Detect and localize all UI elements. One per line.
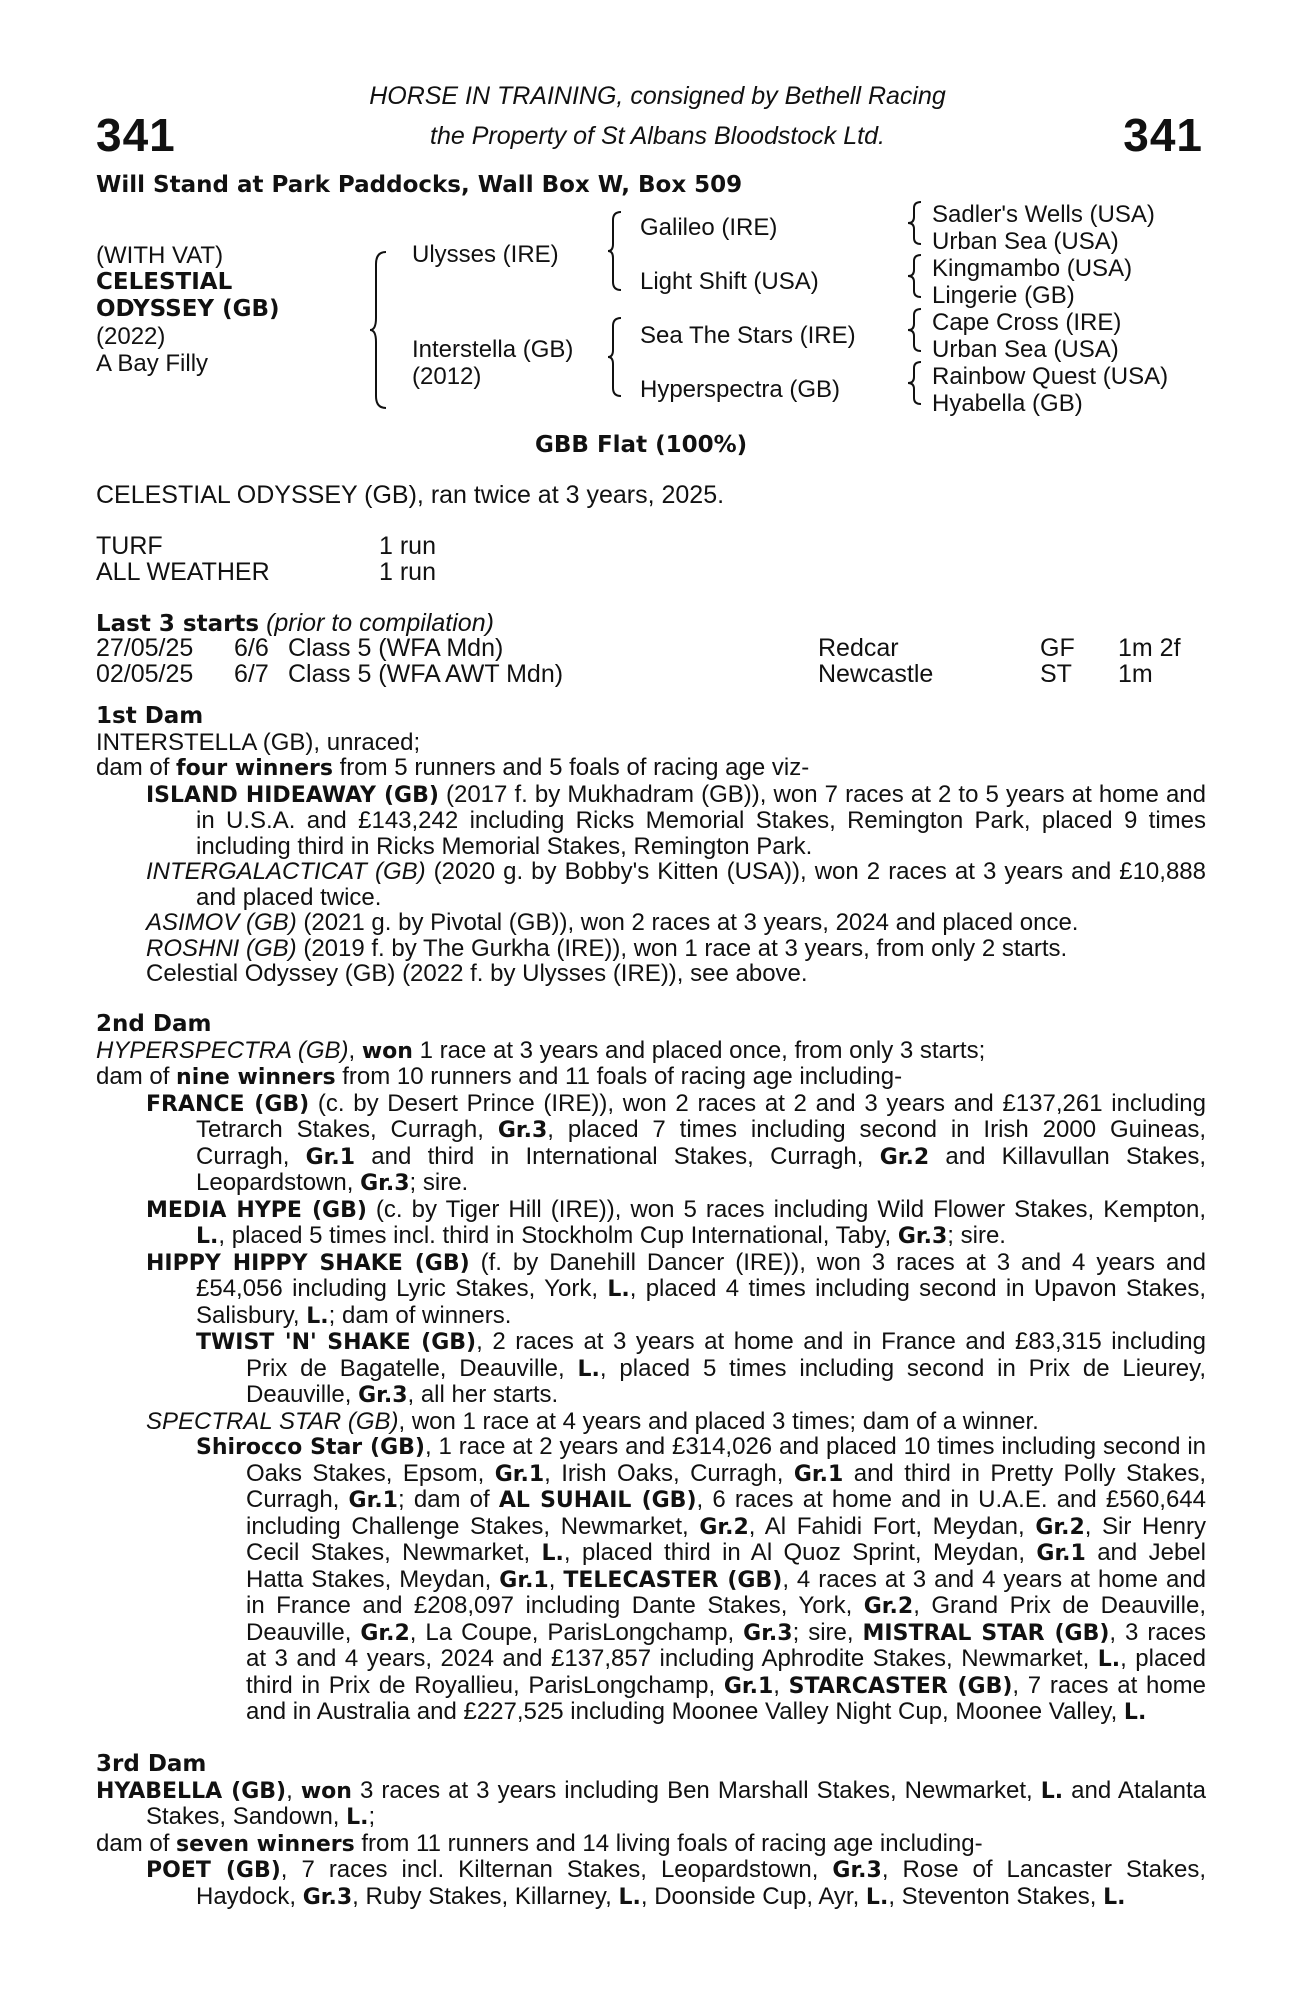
last-starts-title: Last 3 starts: [96, 611, 260, 637]
start-row-2-course: Newcastle: [818, 660, 934, 688]
second-dam-record: dam of nine winners from 10 runners and 11 foals of racing age including-: [96, 1063, 903, 1090]
start-row-2-race: Class 5 (WFA AWT Mdn): [288, 660, 564, 688]
start-row-1-pos: 6/6: [234, 634, 269, 662]
pedigree-brace-main: [368, 250, 390, 410]
third-dam-name: HYABELLA (GB), won 3 races at 3 years including Ben Marshall Stakes, Newmarket, L. and Atalanta Stakes, Sandown, L.;: [96, 1776, 1207, 1830]
horse-name-line1: CELESTIAL: [96, 269, 233, 295]
surface-turf-value: 1 run: [379, 532, 436, 560]
ddd-name: Hyabella (GB): [932, 390, 1083, 417]
pedigree-brace-dd: [906, 360, 924, 406]
horse-name-line2: ODYSSEY (GB): [96, 296, 280, 322]
produce-spectral-star: SPECTRAL STAR (GB), won 1 race at 4 years and placed 3 times; dam of a winner.: [146, 1407, 1039, 1435]
sire-dam: Light Shift (USA): [640, 268, 819, 295]
produce-intergalacticat: INTERGALACTICAT (GB) (2020 g. by Bobby's Kitten (USA)), won 2 races at 3 years and £10,888 and placed twice.: [146, 858, 1206, 911]
pedigree-brace-sd: [906, 253, 924, 299]
start-row-1-distance: 1m 2f: [1118, 634, 1181, 662]
start-row-2-date: 02/05/25: [96, 660, 194, 688]
third-dam-heading: 3rd Dam: [96, 1751, 207, 1777]
first-dam-heading: 1st Dam: [96, 703, 204, 729]
second-dam-section: [96, 1011, 1206, 1726]
horse-year: (2022): [96, 323, 166, 350]
start-row-1-race: Class 5 (WFA Mdn): [288, 634, 504, 662]
property-line: the Property of St Albans Bloodstock Ltd.: [430, 122, 885, 150]
sss-name: Sadler's Wells (USA): [932, 201, 1155, 228]
produce-poet: POET (GB), 7 races incl. Kilternan Stakes, Leopardstown, Gr.3, Rose of Lancaster Stakes, Haydock, Gr.3, Ruby Stakes, Killarney, L., Doonside Cup, Ayr, L., Steventon Stakes, L.: [146, 1856, 1206, 1910]
second-dam-name: HYPERSPECTRA (GB), won 1 race at 3 years and placed once, from only 3 starts;: [96, 1036, 986, 1064]
vat-note: (WITH VAT): [96, 242, 224, 269]
produce-roshni: ROSHNI (GB) (2019 f. by The Gurkha (IRE)), won 1 race at 3 years, from only 2 starts.: [146, 934, 1068, 962]
pedigree-brace-ss: [906, 200, 924, 246]
lot-number-right: 341: [1123, 109, 1203, 161]
second-dam-heading: 2nd Dam: [96, 1011, 212, 1037]
produce-shirocco-star: Shirocco Star (GB), 1 race at 2 years and £314,026 and placed 10 times including second in Oaks Stakes, Epsom, Gr.1, Irish Oaks, Curragh, Gr.1 and third in Pretty Polly Stakes, Curragh, Gr.1; dam of AL SUHAIL (GB), 6 races at home and in U.A.E. and £560,644 including Challenge Stakes, Newmarket, Gr.2, Al Fahidi Fort, Meydan, Gr.2, Sir Henry Cecil Stakes, Newmarket, L., placed third in Al Quoz Sprint, Meydan, Gr.1 and Jebel Hatta Stakes, Meydan, Gr.1, TELECASTER (GB), 4 races at 3 and 4 years at home and in France and £208,097 including Dante Stakes, York, Gr.2, Grand Prix de Deauville, Deauville, Gr.2, La Coupe, ParisLongchamp, Gr.3; sire, MISTRAL STAR (GB), 3 races at 3 and 4 years, 2024 and £137,857 including Aphrodite Stakes, Newmarket, L., placed third in Prix de Royallieu, ParisLongchamp, Gr.1, STARCASTER (GB), 7 races at home and in Australia and £227,525 including Moonee Valley Night Cup, Moonee Valley, L.: [196, 1433, 1207, 1725]
produce-france: FRANCE (GB) (c. by Desert Prince (IRE)), won 2 races at 2 and 3 years and £137,261 including Tetrarch Stakes, Curragh, Gr.3, placed 7 times including second in Irish 2000 Guineas, Curragh, Gr.1 and third in International Stakes, Curragh, Gr.2 and Killavullan Stakes, Leopardstown, Gr.3; sire.: [146, 1089, 1206, 1196]
pedigree-brace-ds: [906, 307, 924, 353]
produce-media-hype: MEDIA HYPE (GB) (c. by Tiger Hill (IRE)), won 5 races including Wild Flower Stakes, Kempton, L., placed 5 times incl. third in Stockholm Cup International, Taby, Gr.3; sire.: [146, 1195, 1206, 1249]
pedigree-brace-sire: [606, 210, 624, 292]
last-starts-note: (prior to compilation): [266, 609, 494, 637]
start-row-1-date: 27/05/25: [96, 634, 194, 662]
race-summary: CELESTIAL ODYSSEY (GB), ran twice at 3 years, 2025.: [96, 481, 725, 509]
consignor-line: HORSE IN TRAINING, consigned by Bethell Racing: [369, 82, 946, 110]
dam-sire: Sea The Stars (IRE): [640, 322, 856, 349]
surface-aw-label: ALL WEATHER: [96, 558, 270, 586]
third-dam-section: [96, 1751, 1206, 1910]
sdd-name: Lingerie (GB): [932, 282, 1075, 309]
first-dam-section: [96, 703, 1206, 987]
dam-name: Interstella (GB): [412, 336, 574, 363]
produce-celestial-odyssey: Celestial Odyssey (GB) (2022 f. by Ulysses (IRE)), see above.: [146, 960, 808, 987]
last-starts-heading: [96, 610, 494, 637]
sire-name: Ulysses (IRE): [412, 241, 559, 268]
first-dam-record: dam of four winners from 5 runners and 5 foals of racing age viz-: [96, 754, 810, 781]
sire-sire: Galileo (IRE): [640, 214, 778, 241]
start-row-2-going: ST: [1040, 660, 1072, 688]
surface-turf-label: TURF: [96, 532, 163, 560]
produce-island-hideaway: ISLAND HIDEAWAY (GB) (2017 f. by Mukhadram (GB)), won 7 races at 2 to 5 years at home and in U.S.A. and £143,242 including Ricks Memorial Stakes, Remington Park, placed 9 times including third in Ricks Memorial Stakes, Remington Park.: [146, 780, 1207, 860]
start-row-2-distance: 1m: [1118, 660, 1153, 688]
start-row-1-going: GF: [1040, 634, 1075, 662]
horse-description: A Bay Filly: [96, 350, 209, 377]
ssd-name: Urban Sea (USA): [932, 228, 1119, 255]
dds-name: Rainbow Quest (USA): [932, 363, 1169, 390]
dam-year: (2012): [412, 363, 482, 390]
dsd-name: Urban Sea (USA): [932, 336, 1119, 363]
third-dam-record: dam of seven winners from 11 runners and 14 living foals of racing age including-: [96, 1829, 983, 1857]
sds-name: Kingmambo (USA): [932, 255, 1133, 282]
dss-name: Cape Cross (IRE): [932, 309, 1122, 336]
produce-hippy-hippy-shake: HIPPY HIPPY SHAKE (GB) (f. by Danehill Dancer (IRE)), won 3 races at 3 and 4 years and £54,056 including Lyric Stakes, York, L., placed 4 times including second in Upavon Stakes, Salisbury, L.; dam of winners.: [146, 1248, 1207, 1329]
lot-number-left: 341: [96, 109, 176, 161]
gbb-eligibility: GBB Flat (100%): [535, 432, 748, 458]
start-row-2-pos: 6/7: [234, 660, 269, 688]
dam-dam: Hyperspectra (GB): [640, 376, 841, 403]
produce-twist-n-shake: TWIST 'N' SHAKE (GB), 2 races at 3 years at home and in France and £83,315 including Prix de Bagatelle, Deauville, L., placed 5 times including second in Prix de Lieurey, Deauville, Gr.3, all her starts.: [196, 1328, 1206, 1408]
produce-asimov: ASIMOV (GB) (2021 g. by Pivotal (GB)), won 2 races at 3 years, 2024 and placed once.: [146, 909, 1079, 936]
start-row-1-course: Redcar: [818, 634, 899, 662]
pedigree-brace-dam: [606, 316, 624, 398]
surface-aw-value: 1 run: [379, 558, 436, 586]
first-dam-name: INTERSTELLA (GB), unraced;: [96, 728, 421, 756]
stand-location: Will Stand at Park Paddocks, Wall Box W, Box 509: [96, 172, 743, 198]
